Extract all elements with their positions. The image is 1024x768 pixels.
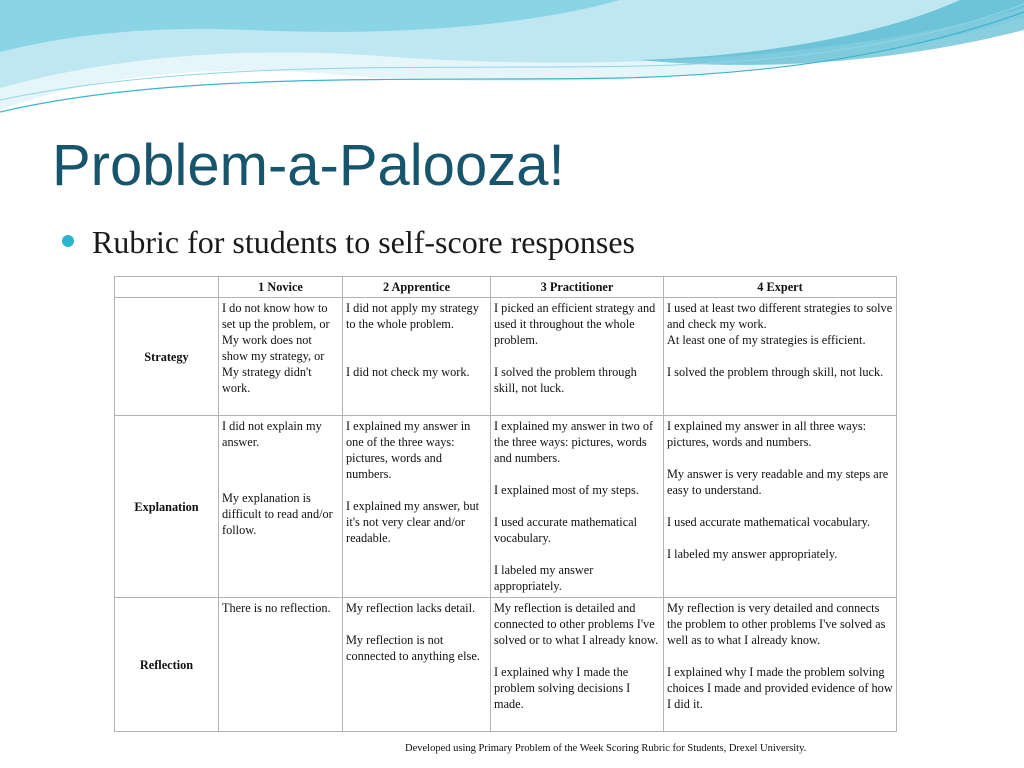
cell-reflection-novice xyxy=(219,598,343,732)
row-label-explanation: Explanation xyxy=(115,416,219,598)
cell-strategy-apprentice xyxy=(343,298,491,416)
cell-line: My reflection lacks detail. xyxy=(346,601,476,615)
cell-line: My strategy didn't work. xyxy=(222,365,312,395)
cell-reflection-practitioner xyxy=(491,598,664,732)
rubric-header-row xyxy=(115,277,897,298)
rubric-row-reflection xyxy=(115,598,897,732)
cell-line: I picked an efficient strategy and used it throughout the whole problem. xyxy=(494,301,656,347)
cell-line: At least one of my strategies is efficient. xyxy=(667,333,866,347)
header-apprentice: 2 Apprentice xyxy=(343,277,491,298)
cell-line: My reflection is detailed and connected to other problems I've solved or to what I already know. xyxy=(494,601,659,647)
cell-line: I used accurate mathematical vocabulary. xyxy=(494,515,638,545)
cell-reflection-apprentice xyxy=(343,598,491,732)
cell-reflection-expert xyxy=(664,598,897,732)
cell-line: I solved the problem through skill, not luck. xyxy=(494,365,637,395)
cell-line: I used accurate mathematical vocabulary. xyxy=(667,515,871,529)
cell-strategy-expert xyxy=(664,298,897,416)
cell-line: I explained most of my steps. xyxy=(494,483,639,497)
cell-line: My answer is very readable and my steps are easy to understand. xyxy=(667,467,889,497)
rubric-credit-note: Developed using Primary Problem of the Week Scoring Rubric for Students, Drexel University. xyxy=(405,743,807,754)
cell-line: I labeled my answer appropriately. xyxy=(667,547,838,561)
cell-line: I do not know how to set up the problem, or xyxy=(222,301,330,331)
rubric-row-strategy xyxy=(115,298,897,416)
rubric-row-explanation xyxy=(115,416,897,598)
cell-line: I did not check my work. xyxy=(346,365,470,379)
bullet-text: Rubric for students to self-score responses xyxy=(92,224,635,260)
cell-line: My work does not show my strategy, or xyxy=(222,333,325,363)
cell-explanation-expert xyxy=(664,416,897,598)
header-corner-cell xyxy=(115,277,219,298)
cell-line: I did not explain my answer. xyxy=(222,419,322,449)
header-expert: 4 Expert xyxy=(664,277,897,298)
bullet-dot-icon xyxy=(62,235,74,247)
cell-line: There is no reflection. xyxy=(222,601,331,615)
header-practitioner: 3 Practitioner xyxy=(491,277,664,298)
row-label-reflection: Reflection xyxy=(115,598,219,732)
rubric-table xyxy=(114,276,897,732)
cell-strategy-practitioner xyxy=(491,298,664,416)
cell-line: I explained why I made the problem solving decisions I made. xyxy=(494,665,631,711)
cell-line: I used at least two different strategies to solve and check my work. xyxy=(667,301,893,331)
cell-line: I solved the problem through skill, not luck. xyxy=(667,365,884,379)
cell-line: I explained my answer, but it's not very clear and/or readable. xyxy=(346,499,480,545)
cell-line: I labeled my answer appropriately. xyxy=(494,563,594,593)
cell-line: I explained why I made the problem solving choices I made and provided evidence of how I did it. xyxy=(667,665,893,711)
cell-explanation-practitioner xyxy=(491,416,664,598)
slide-title: Problem-a-Palooza! xyxy=(52,133,565,198)
cell-explanation-novice xyxy=(219,416,343,598)
cell-line: My explanation is difficult to read and/or follow. xyxy=(222,491,333,537)
cell-explanation-apprentice xyxy=(343,416,491,598)
row-label-strategy: Strategy xyxy=(115,298,219,416)
cell-line: I explained my answer in two of the three ways: pictures, words and numbers. xyxy=(494,419,654,465)
cell-line: I explained my answer in all three ways: pictures, words and numbers. xyxy=(667,419,867,449)
cell-line: My reflection is very detailed and connects the problem to other problems I've solved as well as to what I already know. xyxy=(667,601,886,647)
cell-line: My reflection is not connected to anything else. xyxy=(346,633,480,663)
header-novice: 1 Novice xyxy=(219,277,343,298)
decorative-wave-banner xyxy=(0,0,1024,120)
cell-line: I explained my answer in one of the three ways: pictures, words and numbers. xyxy=(346,419,471,481)
cell-line: I did not apply my strategy to the whole problem. xyxy=(346,301,479,331)
cell-strategy-novice xyxy=(219,298,343,416)
